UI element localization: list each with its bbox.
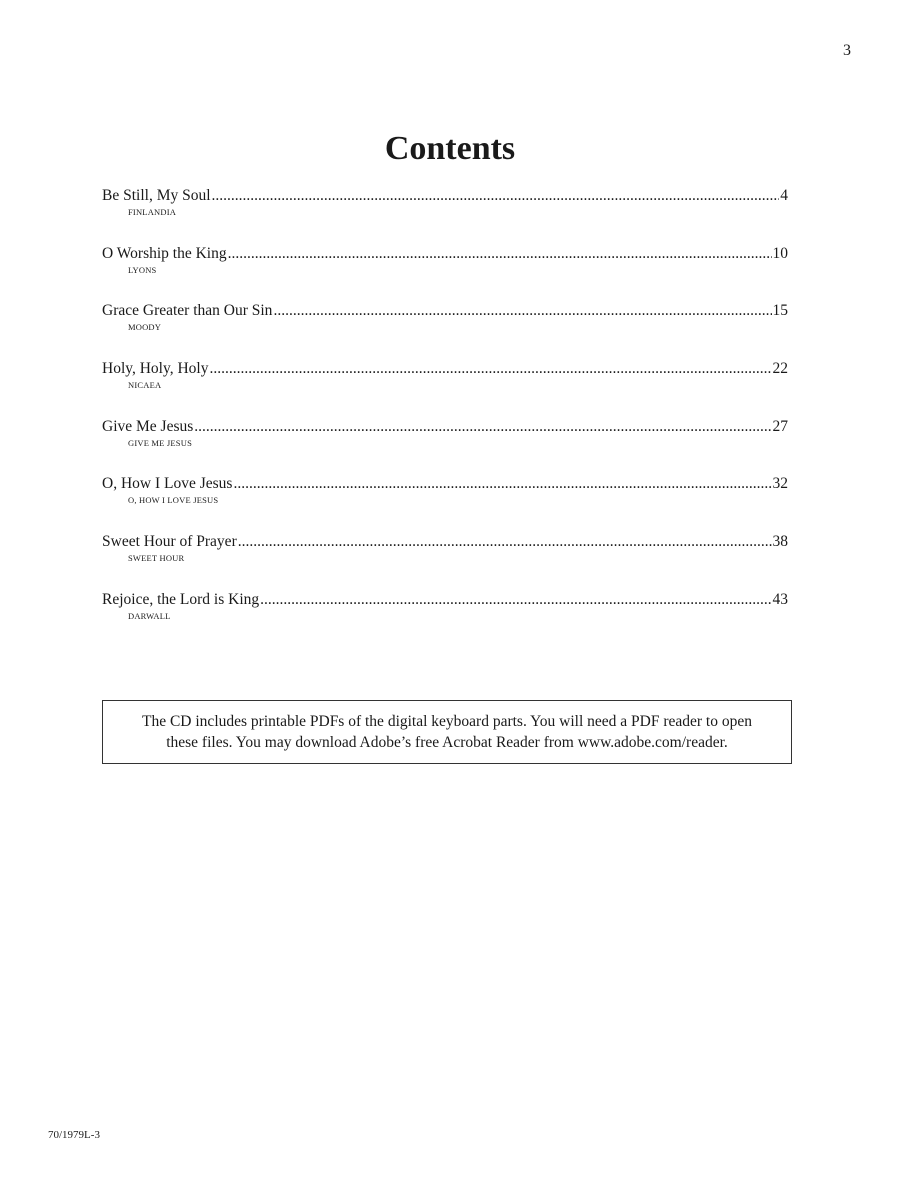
toc-entry-page: 32 [772, 475, 788, 493]
notice-line: The CD includes printable PDFs of the digital keyboard parts. You will need a PDF reader to open [142, 713, 752, 730]
toc-entry-title: Holy, Holy, Holy [102, 360, 209, 378]
toc-entry-tune: LYONS [128, 264, 157, 275]
toc-entry-page: 27 [772, 417, 788, 435]
toc-entry-page: 4 [780, 187, 788, 204]
toc-entry-title: Be Still, My Soul [102, 187, 211, 204]
toc-entry-title: Sweet Hour of Prayer [102, 533, 237, 551]
toc-entry [102, 590, 788, 648]
toc-entry [102, 474, 788, 532]
toc-entry-title: O Worship the King [102, 244, 227, 262]
toc-entry-page: 22 [772, 360, 788, 378]
toc-entry-title: Give Me Jesus [102, 417, 194, 435]
toc-entry-tune: O, HOW I LOVE JESUS [128, 495, 219, 506]
notice-line: these files. You may download Adobe’s free Acrobat Reader from www.adobe.com/reader. [166, 734, 728, 751]
toc-entry-tune: FINLANDIA [128, 207, 177, 217]
page-number: 3 [843, 42, 851, 59]
catalog-number: 70/1979L-3 [48, 1129, 100, 1141]
toc-entry-tune: NICAEA [128, 380, 162, 391]
toc-entry [102, 301, 788, 359]
toc-dot-leader [212, 186, 780, 206]
toc-entry-page: 10 [772, 244, 788, 262]
toc-entry-tune: DARWALL [128, 610, 171, 621]
toc-dot-leader [228, 244, 772, 264]
toc-dot-leader [260, 590, 771, 610]
toc-entry-page: 38 [772, 533, 788, 551]
toc-entry-title: Grace Greater than Our Sin [102, 302, 273, 320]
toc-dot-leader [194, 417, 771, 437]
toc-dot-leader [210, 359, 772, 379]
toc-entry [102, 244, 788, 302]
toc-dot-leader [273, 301, 771, 321]
toc-entry [102, 417, 788, 475]
toc-entry-tune: MOODY [128, 322, 162, 333]
toc-entry-tune: SWEET HOUR [128, 553, 185, 564]
toc-entry [102, 359, 788, 417]
toc-entry [102, 532, 788, 590]
table-of-contents [102, 186, 788, 648]
toc-entry-page: 43 [772, 590, 788, 608]
toc-entry [102, 186, 788, 244]
toc-dot-leader [233, 474, 771, 494]
page-title: Contents [384, 130, 516, 167]
toc-entry-tune: GIVE ME JESUS [128, 437, 192, 448]
cd-notice-box [102, 700, 792, 764]
toc-entry-title: Rejoice, the Lord is King [102, 590, 260, 608]
toc-dot-leader [238, 532, 772, 552]
toc-entry-title: O, How I Love Jesus [102, 475, 233, 493]
toc-entry-page: 15 [772, 302, 788, 320]
